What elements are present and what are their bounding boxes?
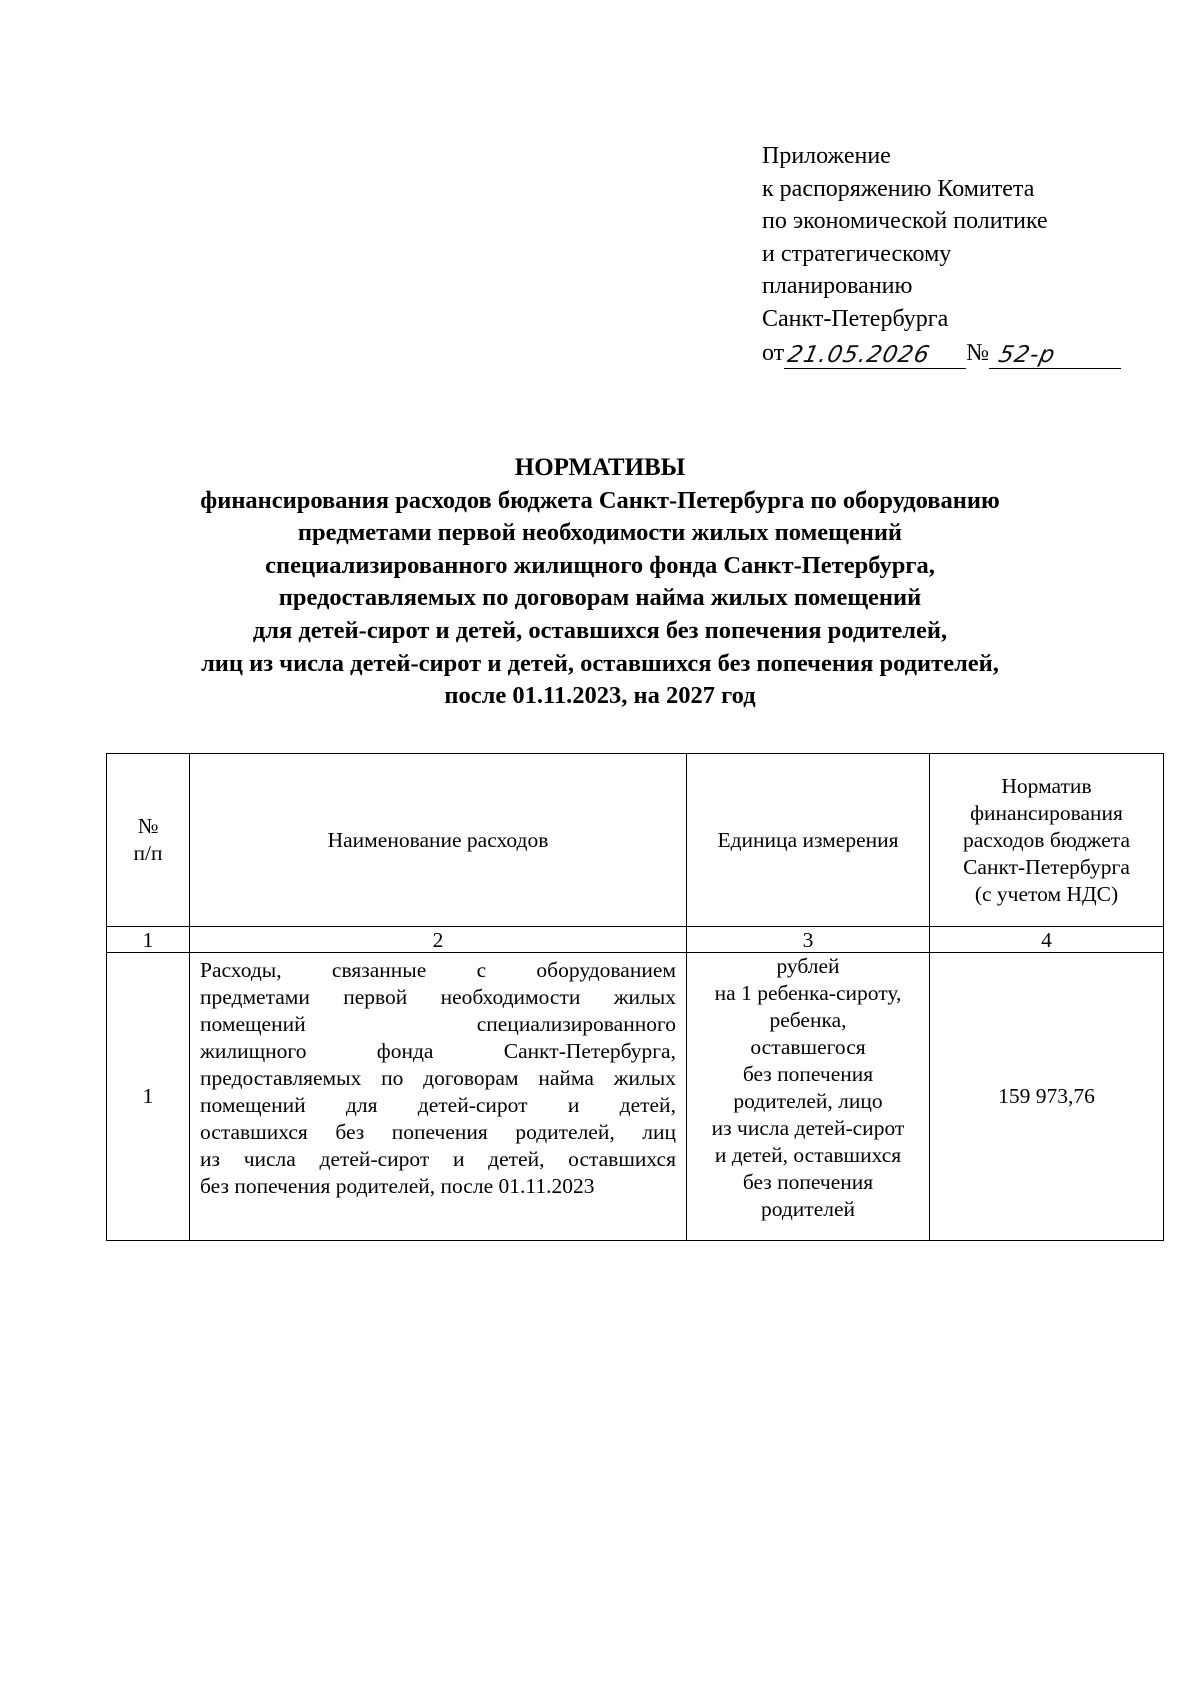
title-main: НОРМАТИВЫ [514, 454, 686, 481]
header-num [107, 754, 190, 927]
unit-line: из числа детей-сирот [711, 1116, 905, 1140]
word: по [381, 1066, 404, 1090]
word: предметами [200, 985, 310, 1009]
appendix-line: планированию [762, 273, 913, 299]
table-header-row [107, 754, 1164, 927]
unit-line: родителей [760, 1197, 856, 1221]
word: Санкт-Петербурга, [503, 1039, 676, 1063]
norms-table [106, 753, 1164, 1241]
column-number: 4 [930, 927, 1164, 953]
unit-line: рублей [776, 954, 840, 978]
unit-line: ребенка, [769, 1008, 847, 1032]
description-line [200, 1092, 676, 1119]
row-description [190, 953, 687, 1241]
word: детей, [619, 1093, 676, 1117]
handwritten-number: 52-р [996, 342, 1059, 368]
word: помещений [200, 1093, 306, 1117]
appendix-line: по экономической политике [762, 208, 1048, 234]
number-prefix: № [966, 339, 990, 366]
appendix-line: Санкт-Петербурга [762, 305, 949, 332]
word: детей-сирот [319, 1147, 430, 1171]
word: помещений [200, 1012, 306, 1036]
description-line [200, 1038, 676, 1065]
unit-line: на 1 ребенка-сироту, [714, 981, 902, 1005]
word: и [567, 1093, 580, 1117]
word: с [476, 958, 487, 982]
word: оборудованием [536, 958, 676, 982]
word: детей, [488, 1147, 545, 1171]
description-line [200, 957, 676, 984]
word: фонда [376, 1039, 434, 1063]
word: и [452, 1147, 465, 1171]
word: оставшихся [200, 1120, 308, 1144]
title-line: специализированного жилищного фонда Санкт-Петербурга, [265, 551, 935, 579]
header-norm [930, 754, 1164, 927]
description-line [200, 1173, 676, 1200]
date-field [784, 342, 966, 369]
word: оставшихся [568, 1147, 676, 1171]
date-number-row [762, 335, 1162, 369]
word: жилищного [200, 1039, 307, 1063]
number-field [989, 342, 1121, 369]
word: детей-сирот [417, 1093, 528, 1117]
appendix-line: и стратегическому [762, 240, 952, 267]
word: без попечения родителей, после 01.11.2023 [200, 1174, 595, 1198]
header-unit: Единица измерения [687, 754, 930, 927]
header-norm-line: Норматив [1001, 773, 1092, 798]
description-line [200, 984, 676, 1011]
unit-line: без попечения [742, 1062, 874, 1086]
word: родителей, [515, 1120, 615, 1144]
row-num: 1 [107, 953, 190, 1241]
title-line: лиц из числа детей-сирот и детей, оставшихся без попечения родителей, [201, 649, 999, 677]
word: из [200, 1147, 220, 1171]
word: необходимости [440, 985, 581, 1009]
title-line: после 01.11.2023, на 2027 год [444, 682, 756, 710]
header-norm-line: финансирования [970, 800, 1123, 825]
word: предоставляемых [200, 1066, 362, 1090]
column-number-row [107, 927, 1164, 953]
word: жилых [613, 985, 676, 1009]
word: Расходы, [200, 958, 282, 982]
title-line: предоставляемых по договорам найма жилых помещений [278, 584, 922, 612]
word: связанные [331, 958, 427, 982]
title-line: предметами первой необходимости жилых помещений [297, 519, 903, 547]
row-unit [687, 953, 930, 1241]
word: без [335, 1120, 365, 1144]
word: жилых [613, 1066, 676, 1090]
header-num-line: п/п [133, 841, 163, 865]
word: числа [243, 1147, 296, 1171]
unit-line: оставшегося [750, 1035, 866, 1059]
column-number: 2 [190, 927, 687, 953]
appendix-line: Приложение [762, 143, 891, 169]
word: для [345, 1093, 378, 1117]
word: специализированного [476, 1012, 676, 1036]
word: найма [538, 1066, 594, 1090]
word: лиц [642, 1120, 676, 1144]
column-number: 1 [107, 927, 190, 953]
appendix-header [762, 140, 1162, 369]
word: договорам [423, 1066, 519, 1090]
header-norm-line: расходов бюджета [963, 827, 1130, 852]
unit-line: и детей, оставшихся [714, 1143, 902, 1167]
word: первой [343, 985, 408, 1009]
description-line [200, 1146, 676, 1173]
document-title [100, 452, 1100, 713]
handwritten-date: 21.05.2026 [785, 342, 933, 368]
table-row [107, 953, 1164, 1241]
date-prefix: от [762, 339, 785, 366]
header-name: Наименование расходов [190, 754, 687, 927]
description-line [200, 1119, 676, 1146]
description-line [200, 1065, 676, 1092]
column-number: 3 [687, 927, 930, 953]
unit-line: без попечения [742, 1170, 874, 1194]
row-value: 159 973,76 [930, 953, 1164, 1241]
unit-line: родителей, лицо [733, 1089, 883, 1113]
title-line: финансирования расходов бюджета Санкт-Петербурга по оборудованию [200, 486, 1000, 514]
header-num-line: № [137, 814, 159, 838]
header-norm-line: Санкт-Петербурга [963, 854, 1130, 879]
header-norm-line: (с учетом НДС) [974, 881, 1119, 906]
title-line: для детей-сирот и детей, оставшихся без попечения родителей, [252, 616, 948, 644]
appendix-line: к распоряжению Комитета [762, 175, 1035, 202]
word: попечения [391, 1120, 488, 1144]
description-line [200, 1011, 676, 1038]
